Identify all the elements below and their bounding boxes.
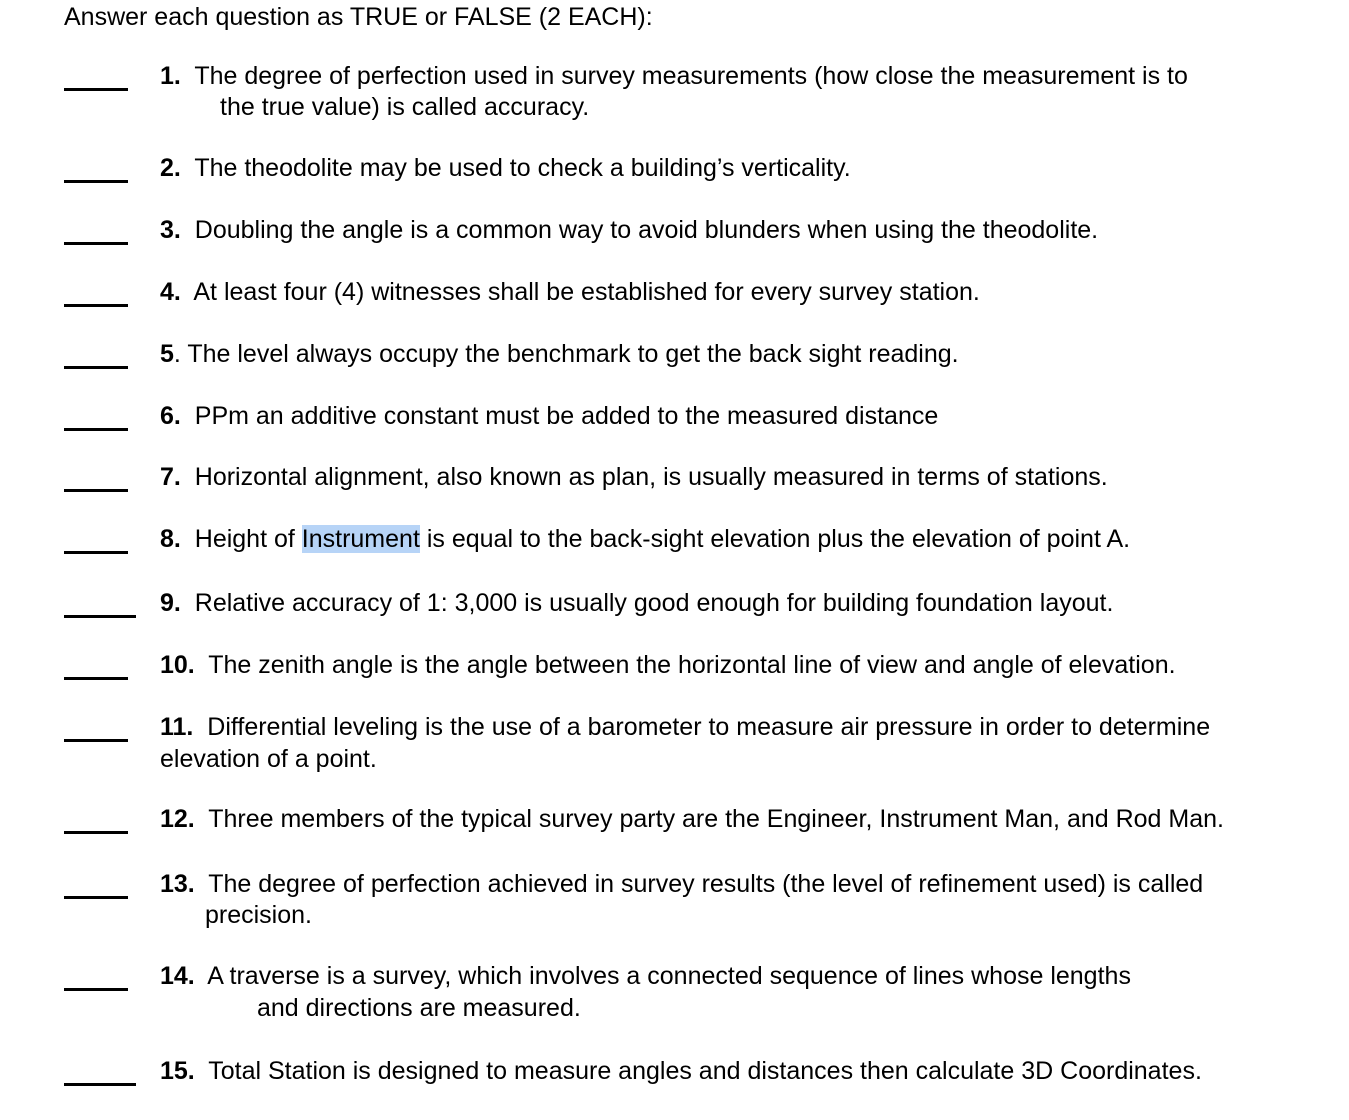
- question-number: 4.: [160, 278, 181, 306]
- question-5-text: [160, 339, 959, 370]
- question-number: 5: [160, 340, 174, 368]
- question-13-continuation: precision.: [205, 901, 312, 929]
- question-text: Horizontal alignment, also known as plan, is usually measured in terms of stations.: [194, 463, 1108, 491]
- question-6-text: [160, 401, 938, 432]
- question-number: 9.: [160, 589, 181, 617]
- question-text: The degree of perfection used in survey measurements (how close the measurement is to: [194, 62, 1188, 90]
- question-10-text: [160, 650, 1176, 681]
- answer-blank-4[interactable]: [64, 304, 128, 307]
- question-number: 14.: [160, 962, 195, 990]
- question-text: The theodolite may be used to check a building’s verticality.: [194, 154, 851, 182]
- question-text: Differential leveling is the use of a barometer to measure air pressure in order to determine: [207, 713, 1211, 741]
- answer-blank-7[interactable]: [64, 489, 128, 492]
- answer-blank-13[interactable]: [64, 896, 128, 899]
- question-text-after: is equal to the back-sight elevation plus the elevation of point A.: [426, 525, 1131, 553]
- question-1-text: [160, 61, 1188, 92]
- question-text: . The level always occupy the benchmark to get the back sight reading.: [173, 340, 959, 368]
- answer-blank-3[interactable]: [64, 242, 128, 245]
- question-text: At least four (4) witnesses shall be established for every survey station.: [193, 278, 980, 306]
- question-4-text: [160, 277, 980, 308]
- question-text: Total Station is designed to measure angles and distances then calculate 3D Coordinates.: [208, 1057, 1202, 1085]
- question-text: PPm an additive constant must be added to the measured distance: [194, 402, 939, 430]
- question-number: 15.: [160, 1057, 195, 1085]
- question-7-text: [160, 462, 1108, 493]
- question-2-text: [160, 153, 851, 184]
- question-number: 8.: [160, 525, 181, 553]
- question-text: The zenith angle is the angle between the horizontal line of view and angle of elevation.: [208, 651, 1176, 679]
- question-number: 7.: [160, 463, 181, 491]
- question-11-continuation: elevation of a point.: [160, 745, 377, 773]
- question-14-continuation: and directions are measured.: [257, 994, 581, 1022]
- question-8-text: [160, 524, 1130, 555]
- instructions-heading: Answer each question as TRUE or FALSE (2 EACH):: [64, 3, 653, 31]
- question-12-text: [160, 804, 1224, 835]
- question-text: Relative accuracy of 1: 3,000 is usually good enough for building foundation layout.: [194, 589, 1114, 617]
- question-text: Three members of the typical survey party are the Engineer, Instrument Man, and Rod Man.: [208, 805, 1224, 833]
- question-3-text: [160, 215, 1098, 246]
- answer-blank-12[interactable]: [64, 831, 128, 834]
- answer-blank-5[interactable]: [64, 366, 128, 369]
- question-number: 3.: [160, 216, 181, 244]
- question-9-text: [160, 588, 1113, 619]
- question-number: 10.: [160, 651, 195, 679]
- question-number: 6.: [160, 402, 181, 430]
- answer-blank-9[interactable]: [64, 615, 136, 618]
- answer-blank-6[interactable]: [64, 428, 128, 431]
- question-1-continuation: the true value) is called accuracy.: [220, 93, 590, 121]
- question-text-before: Height of: [194, 525, 295, 553]
- answer-blank-2[interactable]: [64, 180, 128, 183]
- selected-text-highlight[interactable]: Instrument: [301, 525, 420, 553]
- question-number: 1.: [160, 62, 181, 90]
- answer-blank-14[interactable]: [64, 988, 128, 991]
- question-14-text: [160, 961, 1131, 992]
- answer-blank-8[interactable]: [64, 551, 128, 554]
- question-text: A traverse is a survey, which involves a connected sequence of lines whose lengths: [207, 962, 1131, 990]
- question-13-text: [160, 869, 1203, 900]
- question-text: The degree of perfection achieved in survey results (the level of refinement used) is called: [208, 870, 1204, 898]
- answer-blank-10[interactable]: [64, 677, 128, 680]
- question-number: 11.: [160, 713, 194, 741]
- question-15-text: [160, 1056, 1202, 1087]
- answer-blank-1[interactable]: [64, 88, 128, 91]
- question-number: 13.: [160, 870, 195, 898]
- answer-blank-11[interactable]: [64, 739, 128, 742]
- question-text: Doubling the angle is a common way to avoid blunders when using the theodolite.: [194, 216, 1099, 244]
- question-number: 12.: [160, 805, 195, 833]
- question-11-text: [160, 712, 1210, 743]
- question-number: 2.: [160, 154, 181, 182]
- answer-blank-15[interactable]: [64, 1083, 136, 1086]
